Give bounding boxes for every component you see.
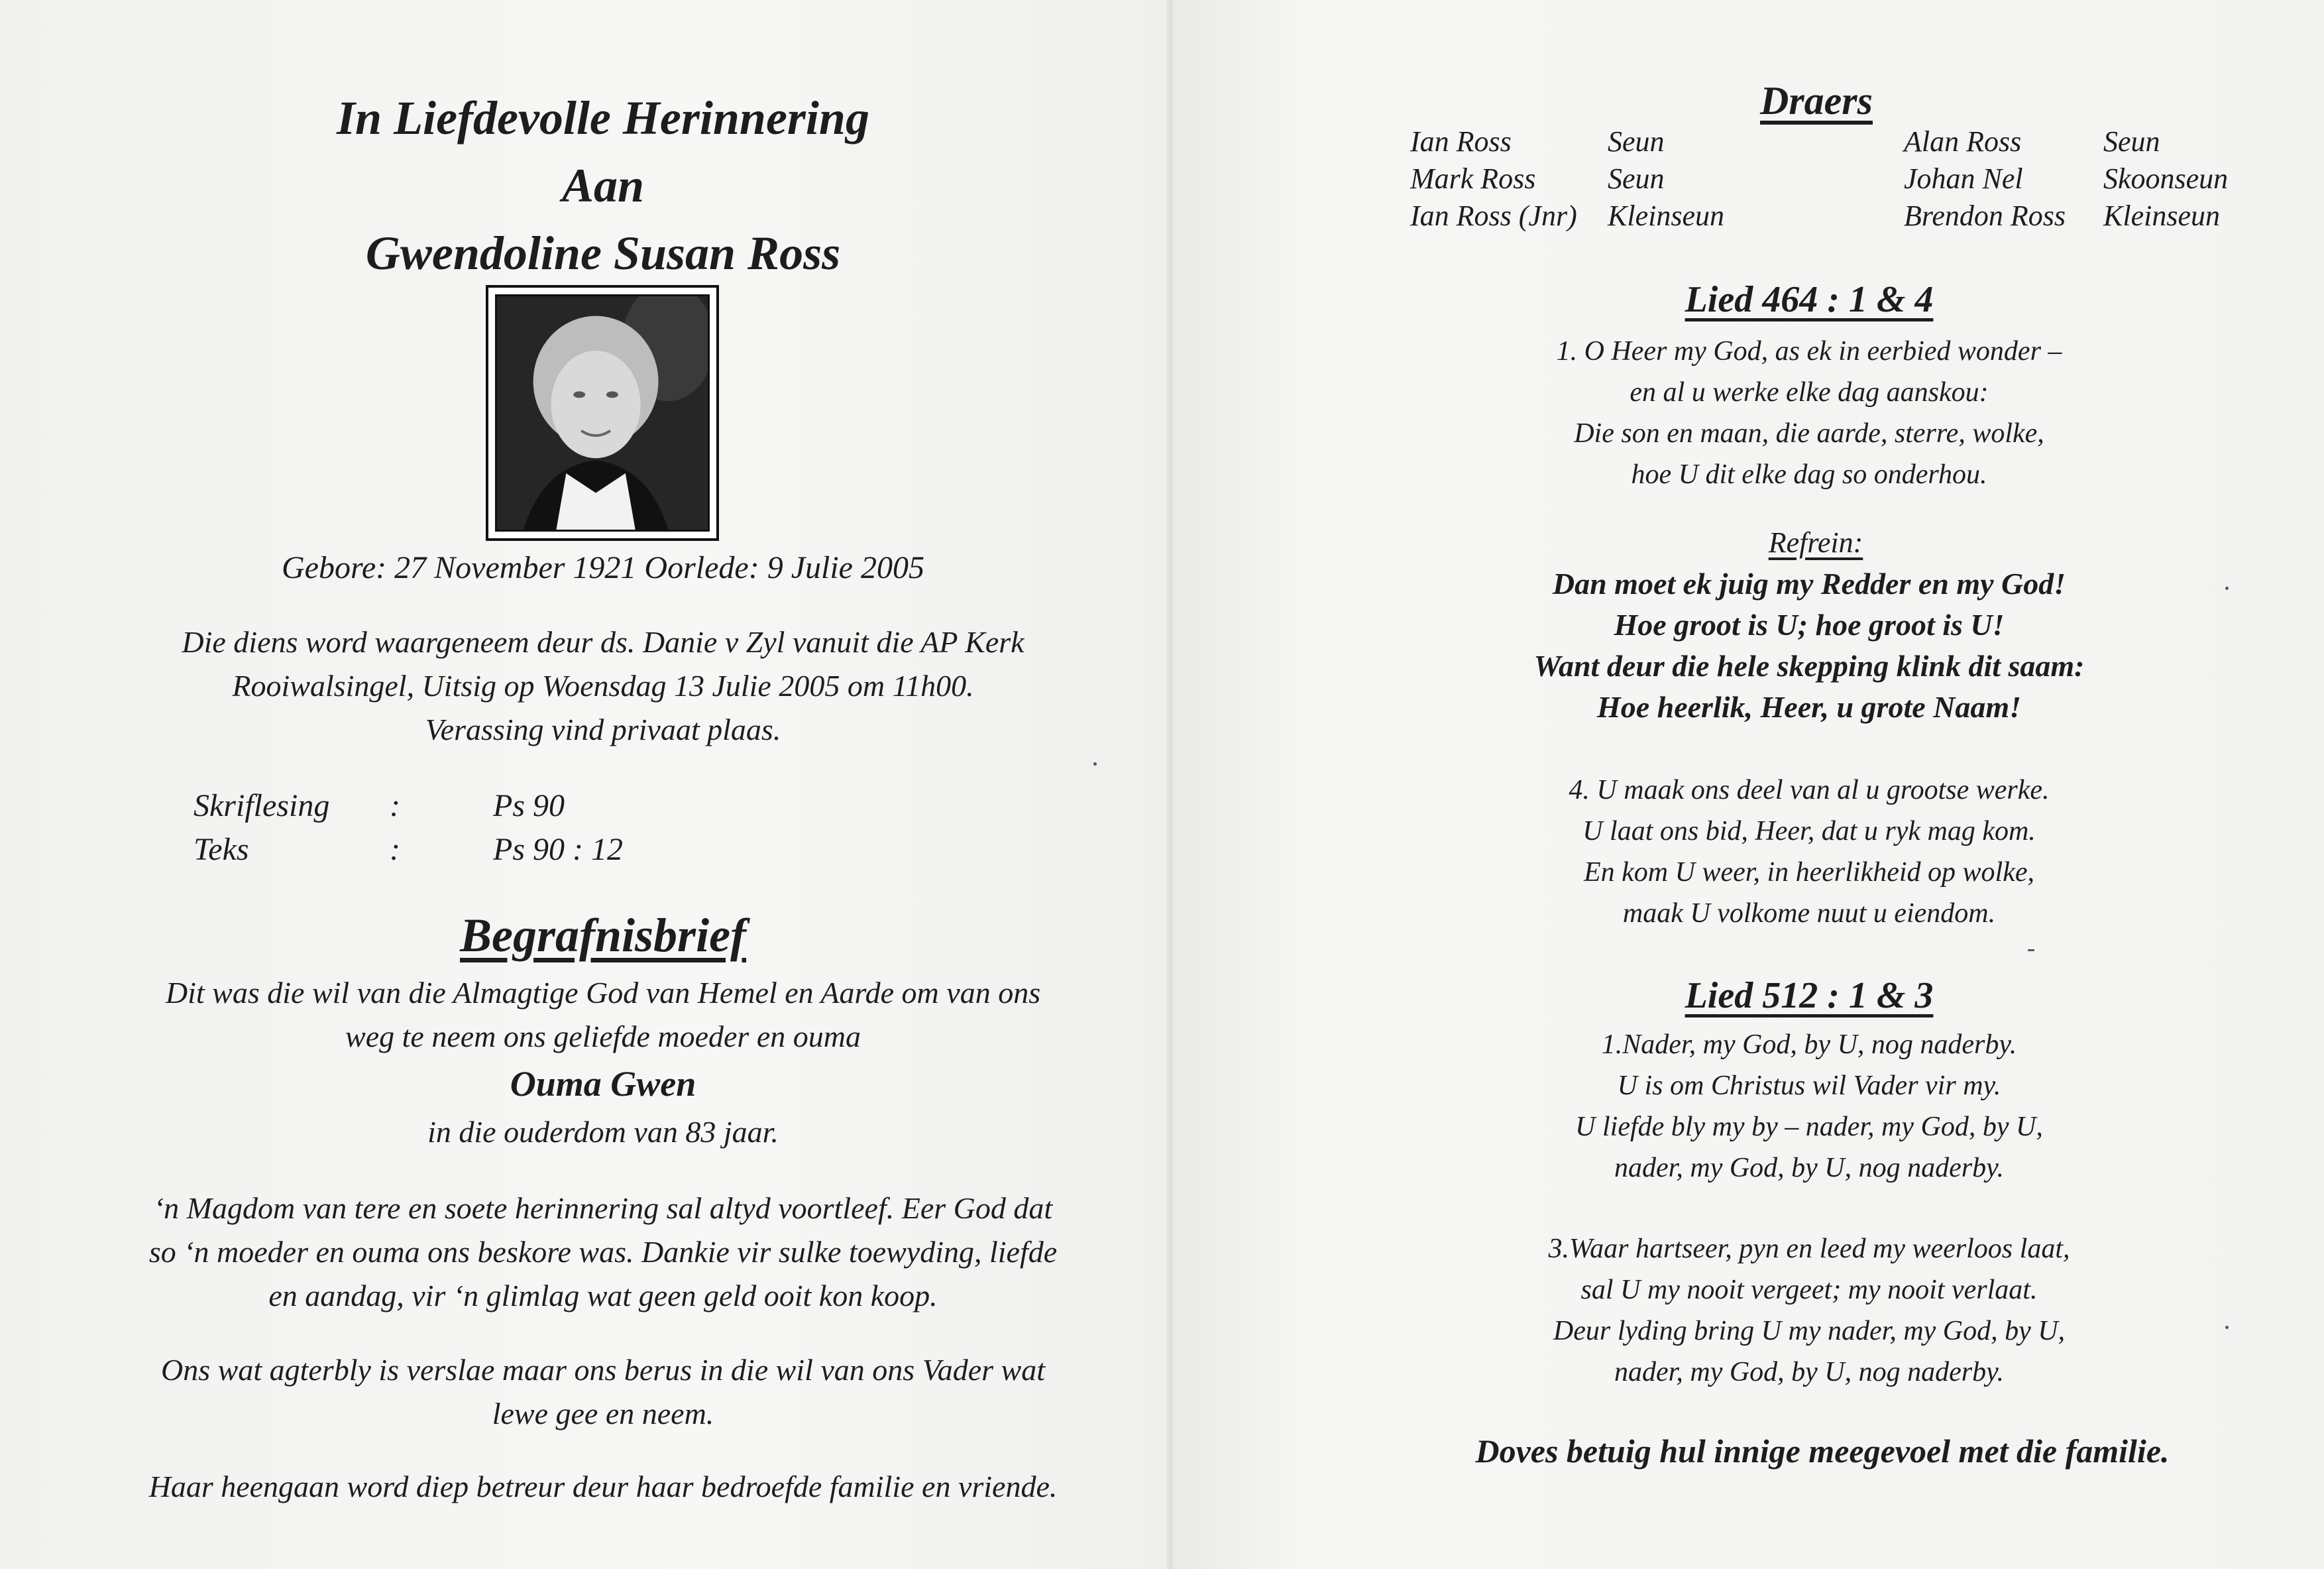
verse-line: 1. O Heer my God, as ek in eerbied wonder –: [1556, 336, 2062, 367]
text-value: Ps 90 : 12: [493, 832, 623, 867]
verse-line: U liefde bly my by – nader, my God, by U,: [1575, 1112, 2043, 1142]
pallbearer-relation: Seun: [1608, 125, 1665, 158]
verse-line: Deur lyding bring U my nader, my God, by U,: [1553, 1316, 2066, 1346]
text-label: Teks: [194, 832, 249, 867]
hymn-464-heading: Lied 464 : 1 & 4: [1685, 279, 1934, 320]
refrain: [1418, 563, 2200, 728]
pallbearer-relation: Skoonseun: [2103, 162, 2229, 195]
scripture-value: Ps 90: [493, 788, 565, 823]
verse-line: hoe U dit elke dag so onderhou.: [1631, 459, 1987, 490]
refrain-line: Want deur die hele skepping klink dit saam:: [1533, 649, 2085, 683]
pallbearer-name: Mark Ross: [1410, 162, 1536, 195]
pallbearer-name: Johan Nel: [1904, 162, 2023, 195]
text-separator: :: [390, 832, 400, 867]
scripture-label: Skriflesing: [194, 788, 330, 823]
memorial-title-line-1: In Liefdevolle Herinnering: [337, 91, 869, 145]
pallbearers-heading: Draers: [1759, 79, 1873, 123]
pallbearer-name: Ian Ross (Jnr): [1410, 200, 1577, 232]
memorial-title-line-2: Aan: [561, 159, 645, 212]
hymn-512-heading: Lied 512 : 1 & 3: [1685, 975, 1934, 1016]
letter-line: Ons wat agterbly is verslae maar ons berus in die wil van ons Vader wat: [161, 1353, 1045, 1387]
portrait-photo-frame: [486, 285, 719, 541]
verse-line: 3.Waar hartseer, pyn en leed my weerloos laat,: [1548, 1234, 2070, 1264]
paper-speck: [2225, 1326, 2229, 1329]
refrain-heading: Refrein:: [1768, 526, 1863, 559]
hymn-464-verse-4: [1418, 770, 2200, 934]
verse-line: U laat ons bid, Heer, dat u ryk mag kom.: [1582, 816, 2036, 846]
ouma-name: Ouma Gwen: [510, 1064, 696, 1104]
funeral-letter-heading: Begrafnisbrief: [460, 909, 746, 962]
letter-line: so ‘n moeder en ouma ons beskore was. Dankie vir sulke toewyding, liefde: [148, 1235, 1058, 1269]
closing-line: [53, 1465, 1153, 1509]
paper-speck: [2028, 949, 2034, 951]
pallbearer-name: Ian Ross: [1410, 125, 1512, 158]
hymn-512-verse-1: [1418, 1024, 2200, 1189]
refrain-line: Dan moet ek juig my Redder en my God!: [1552, 567, 2066, 601]
letter-line: Dit was die wil van die Almagtige God van Hemel en Aarde om van ons: [165, 976, 1041, 1010]
service-line: Die diens word waargeneem deur ds. Danie v Zyl vanuit die AP Kerk: [182, 625, 1024, 659]
verse-line: en al u werke elke dag aanskou:: [1630, 377, 1989, 408]
letter-line: ‘n Magdom van tere en soete herinnering sal altyd voortleef. Eer God dat: [153, 1191, 1053, 1225]
closing-text: Haar heengaan word diep betreur deur haar bedroefde familie en vriende.: [148, 1470, 1058, 1503]
pallbearer-relation: Kleinseun: [1608, 200, 1724, 232]
letter-line: weg te neem ons geliefde moeder en ouma: [345, 1019, 861, 1053]
scripture-separator: :: [390, 788, 400, 823]
verse-line: nader, my God, by U, nog naderby.: [1614, 1153, 2004, 1183]
pallbearer-name: Alan Ross: [1904, 125, 2022, 158]
verse-line: 1.Nader, my God, by U, nog naderby.: [1601, 1029, 2017, 1060]
refrain-line: Hoe heerlik, Heer, u grote Naam!: [1596, 690, 2022, 724]
refrain-line: Hoe groot is U; hoe groot is U!: [1614, 608, 2005, 642]
pallbearer-relation: Seun: [1608, 162, 1665, 195]
verse-line: En kom U weer, in heerlikheid op wolke,: [1584, 857, 2034, 888]
age-line: [53, 1110, 1153, 1154]
pallbearer-relation: Kleinseun: [2103, 200, 2220, 232]
hymn-512-verse-3: [1418, 1228, 2200, 1393]
hymn-464-verse-1: [1418, 331, 2200, 495]
portrait-photo: [495, 294, 710, 532]
deceased-name: Gwendoline Susan Ross: [365, 227, 841, 280]
age-text: in die ouderdom van 83 jaar.: [427, 1115, 779, 1149]
service-details: [53, 620, 1153, 752]
verse-line: maak U volkome nuut u eiendom.: [1622, 898, 1996, 929]
pallbearer-relation: Seun: [2103, 125, 2160, 158]
condolence-message: Doves betuig hul innige meegevoel met die familie.: [1475, 1432, 2170, 1470]
letter-line: lewe gee en neem.: [492, 1397, 714, 1430]
rest-paragraph: [53, 1348, 1153, 1436]
verse-line: 4. U maak ons deel van al u grootse werke.: [1569, 775, 2050, 805]
paper-speck: [1093, 762, 1097, 766]
service-line: Verassing vind privaat plaas.: [425, 713, 781, 746]
memory-paragraph: [53, 1187, 1153, 1318]
verse-line: nader, my God, by U, nog naderby.: [1614, 1357, 2004, 1387]
service-line: Rooiwalsingel, Uitsig op Woensdag 13 Julie 2005 om 11h00.: [232, 669, 974, 703]
letter-line: en aandag, vir ‘n glimlag wat geen geld ooit kon koop.: [268, 1279, 938, 1312]
paper-speck: [2225, 587, 2229, 590]
pallbearer-name: Brendon Ross: [1904, 200, 2066, 232]
birth-death-dates: Gebore: 27 November 1921 Oorlede: 9 Julie 2005: [282, 550, 924, 585]
verse-line: U is om Christus wil Vader vir my.: [1617, 1071, 2001, 1101]
funeral-letter-intro: [53, 971, 1153, 1059]
verse-line: sal U my nooit vergeet; my nooit verlaat.: [1580, 1275, 2038, 1305]
verse-line: Die son en maan, die aarde, sterre, wolke,: [1574, 418, 2044, 449]
